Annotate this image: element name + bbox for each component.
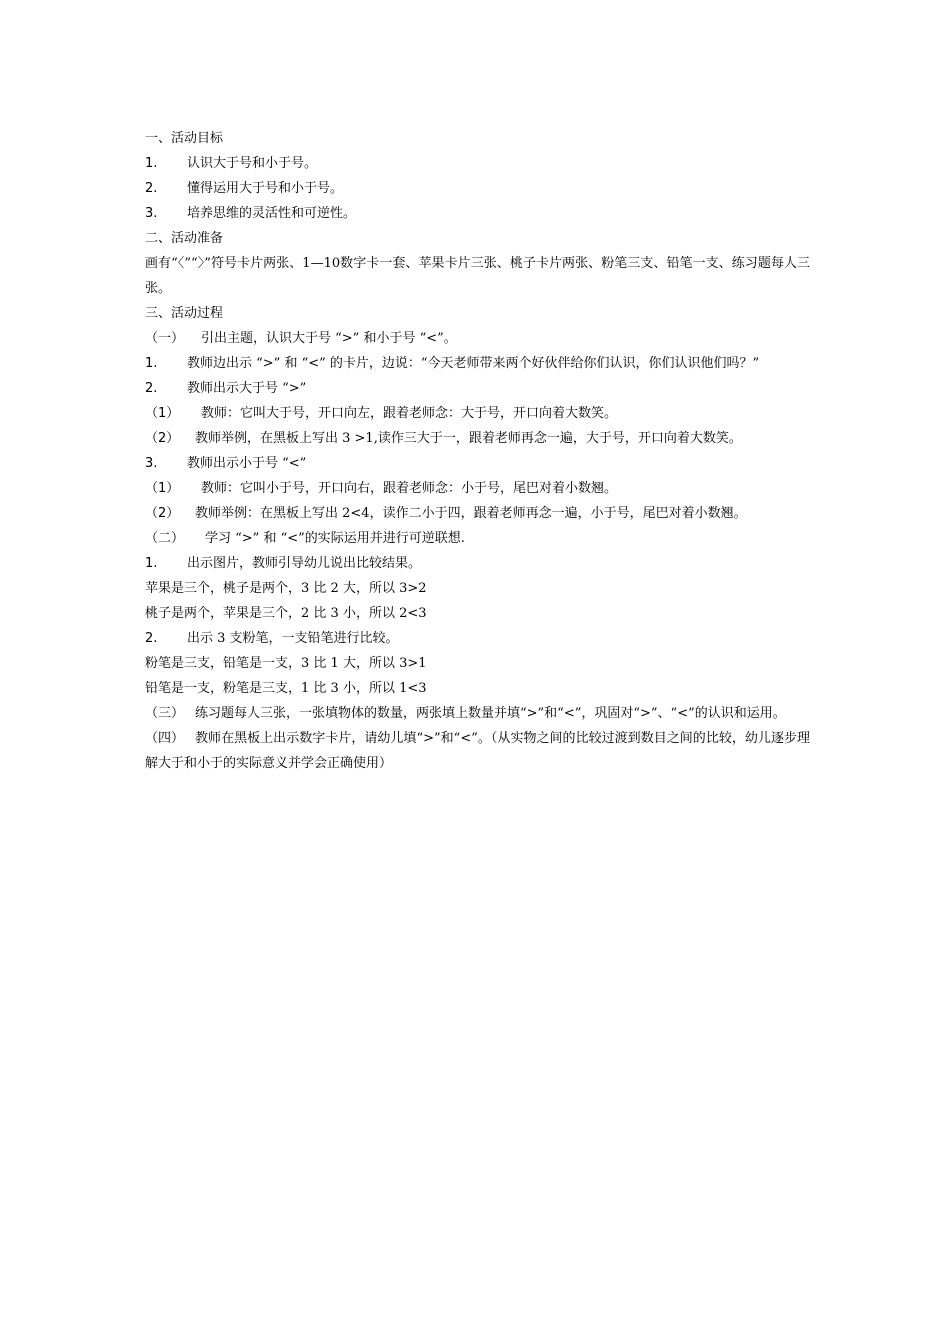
preparation-text: 画有“〈”“〉”符号卡片两张、1—10数字卡一套、苹果卡片三张、桃子卡片两张、粉笔三支、铅笔一支、练习题每人三张。 <box>145 256 810 296</box>
step-item <box>145 451 810 476</box>
sub-step-item <box>145 401 810 426</box>
goal-number: 3. <box>145 206 158 221</box>
goal-item <box>145 151 810 176</box>
part-four <box>145 726 810 776</box>
step-number: 3. <box>145 456 158 471</box>
goal-text: 懂得运用大于号和小于号。 <box>187 181 344 196</box>
part-number: （四） <box>145 731 185 746</box>
step-item <box>145 551 810 576</box>
goal-item <box>145 201 810 226</box>
step-item <box>145 626 810 651</box>
sub-step-text: 教师：它叫大于号，开口向左，跟着老师念：大于号，开口向着大数笑。 <box>201 406 618 421</box>
step-text: 出示 3 支粉笔，一支铅笔进行比较。 <box>187 631 399 646</box>
part-number: （二） <box>145 531 185 546</box>
sub-step-number: （1） <box>145 481 180 496</box>
part-text: 引出主题，认识大于号 “>” 和小于号 “<”。 <box>201 331 457 346</box>
goal-number: 2. <box>145 181 158 196</box>
part-number: （三） <box>145 706 185 721</box>
comparison-sentence: 铅笔是一支，粉笔是三支，1 比 3 小，所以 1<3 <box>145 681 427 696</box>
goal-number: 1. <box>145 156 158 171</box>
section-heading-preparation: 二、活动准备 <box>145 231 224 246</box>
step-number: 2. <box>145 381 158 396</box>
section-heading-process: 三、活动过程 <box>145 306 224 321</box>
comparison-sentence: 桃子是两个，苹果是三个，2 比 3 小，所以 2<3 <box>145 606 427 621</box>
sub-step-number: （2） <box>145 431 180 446</box>
step-text: 出示图片，教师引导幼儿说出比较结果。 <box>187 556 422 571</box>
part-two <box>145 526 810 551</box>
sub-step-item <box>145 426 810 451</box>
part-number: （一） <box>145 331 185 346</box>
part-text: 练习题每人三张，一张填物体的数量，两张填上数量并填“>”和“<”，巩固对“>”、“<”的认识和运用。 <box>195 706 786 721</box>
part-one <box>145 326 810 351</box>
part-text: 教师在黑板上出示数字卡片，请幼儿填“>”和“<”。（从实物之间的比较过渡到数目之间的比较，幼儿逐步理解大于和小于的实际意义并学会正确使用） <box>145 731 810 771</box>
sub-step-text: 教师举例，在黑板上写出 3 >1,读作三大于一，跟着老师再念一遍，大于号，开口向着大数笑。 <box>195 431 742 446</box>
goal-text: 培养思维的灵活性和可逆性。 <box>187 206 357 221</box>
step-number: 2. <box>145 631 158 646</box>
comparison-sentence: 粉笔是三支，铅笔是一支，3 比 1 大，所以 3>1 <box>145 656 427 671</box>
comparison-sentence: 苹果是三个，桃子是两个，3 比 2 大，所以 3>2 <box>145 581 427 596</box>
part-text: 学习 “>” 和 “<”的实际运用并进行可逆联想. <box>205 531 465 546</box>
step-number: 1. <box>145 556 158 571</box>
sub-step-number: （2） <box>145 506 180 521</box>
sub-step-text: 教师举例：在黑板上写出 2<4，读作二小于四，跟着老师再念一遍，小于号，尾巴对着小数翘。 <box>195 506 747 521</box>
part-three <box>145 701 810 726</box>
sub-step-item <box>145 501 810 526</box>
document-body <box>145 126 810 776</box>
sub-step-item <box>145 476 810 501</box>
goal-text: 认识大于号和小于号。 <box>187 156 318 171</box>
step-text: 教师边出示 “>” 和 “<” 的卡片，边说：“今天老师带来两个好伙伴给你们认识，你们认识他们吗？” <box>187 356 760 371</box>
section-heading-goals: 一、活动目标 <box>145 131 224 146</box>
sub-step-text: 教师：它叫小于号，开口向右，跟着老师念：小于号，尾巴对着小数翘。 <box>201 481 618 496</box>
sub-step-number: （1） <box>145 406 180 421</box>
step-item <box>145 351 810 376</box>
step-text: 教师出示大于号 “>” <box>187 381 307 396</box>
goal-item <box>145 176 810 201</box>
step-item <box>145 376 810 401</box>
step-text: 教师出示小于号 “<” <box>187 456 307 471</box>
step-number: 1. <box>145 356 158 371</box>
